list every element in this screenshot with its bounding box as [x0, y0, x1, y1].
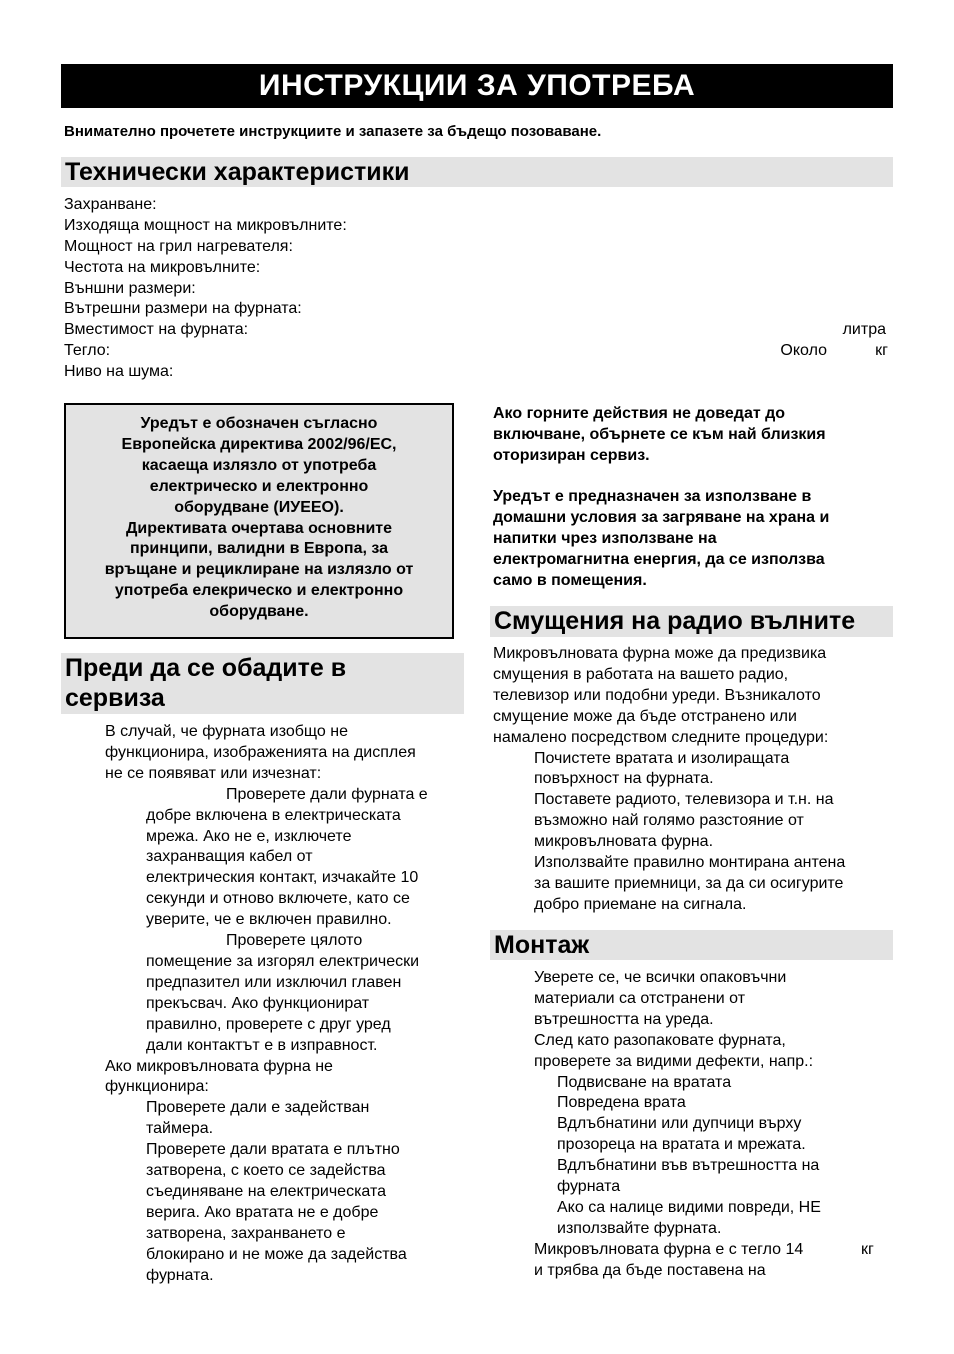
spec-label: Вместимост на фурната:: [64, 321, 249, 339]
weee-line: оборудване (ИУЕЕО).: [174, 498, 344, 516]
service-text: дали контактът е в изправност.: [146, 1036, 378, 1054]
service-text: затворена, захранването е: [146, 1224, 346, 1242]
radio-text: намалено посредством следните процедури:: [493, 728, 829, 746]
weee-line: оборудване.: [209, 603, 309, 621]
install-text: Ако са налице видими повреди, НЕ: [557, 1198, 821, 1216]
install-text: вътрешността на уреда.: [534, 1010, 714, 1028]
tech-specs-list: [64, 195, 888, 383]
service-heading: [61, 653, 464, 714]
service-text: фурната.: [146, 1266, 214, 1284]
service-text: не се появяват или изчезнат:: [105, 764, 322, 782]
radio-text: Почистете вратата и изолиращата: [534, 749, 790, 767]
service-text: захранващия кабел от: [146, 848, 313, 866]
service-text: Ако микровълновата фурна не: [105, 1057, 333, 1075]
install-defect-list: [534, 1073, 894, 1240]
install-text: проверете за видими дефекти, напр.:: [534, 1052, 814, 1070]
radio-text: телевизор или подобни уреди. Възникалото: [493, 686, 821, 704]
weee-line: Директивата очертава основните: [125, 519, 393, 537]
radio-interference-heading: Смущения на радио вълните: [490, 606, 893, 637]
service-text: функционира:: [105, 1078, 209, 1096]
service-text: верига. Ако вратата не е добре: [146, 1203, 379, 1221]
note-line: Уредът е предназначен за използване в: [493, 488, 812, 505]
document-title: ИНСТРУКЦИИ ЗА УПОТРЕБА: [61, 64, 893, 108]
spec-row: [64, 237, 888, 258]
spec-label: Вътрешни размери на фурната:: [64, 300, 302, 318]
install-text: Вдлъбнатини или дупчици върху: [557, 1115, 802, 1133]
weee-line: Европейска директива 2002/96/ЕС,: [121, 435, 397, 453]
intro-note: Внимателно прочетете инструкциите и запазете за бъдещо позоваване.: [64, 123, 602, 140]
service-text: Проверете дали вратата е плътно: [146, 1141, 400, 1159]
service-text: функционира, изображенията на дисплея: [105, 743, 416, 761]
service-text: затворена, с което се задейства: [146, 1162, 386, 1180]
install-text: След като разопаковате фурната,: [534, 1031, 786, 1049]
note-line: напитки чрез използване на: [493, 529, 717, 547]
weee-line: принципи, валидни в Европа, за: [129, 540, 389, 558]
spec-prefix: Около: [780, 342, 827, 360]
weee-line: Уредът е обозначен съгласно: [140, 415, 378, 432]
radio-text: Използвайте правилно монтирана антена: [534, 854, 846, 872]
radio-text: за вашите приемници, за да си осигурите: [534, 874, 844, 892]
weee-line: касаеща излязло от употреба: [141, 456, 377, 474]
spec-row: [64, 320, 888, 341]
spec-unit: литра: [842, 321, 886, 339]
spec-label: Мощност на грил нагревателя:: [64, 237, 293, 255]
radio-text: повърхност на фурната.: [534, 770, 714, 788]
install-text: и трябва да бъде поставена на: [534, 1261, 766, 1279]
install-text: Микровълновата фурна е с тегло 14: [534, 1240, 804, 1258]
installation-body: [534, 968, 894, 1282]
install-weight-unit: кг: [861, 1240, 874, 1258]
spec-row: [64, 195, 888, 216]
service-text: таймера.: [146, 1120, 214, 1138]
note-line: домашни условия за загряване на храна и: [493, 508, 830, 526]
service-contact-note: [493, 404, 893, 467]
service-check-timer-door: [105, 1098, 465, 1286]
note-line: Ако горните действия не доведат до: [493, 405, 786, 422]
spec-row: [64, 362, 888, 383]
spec-label: Външни размери:: [64, 279, 196, 297]
service-text: Проверете дали фурната е: [226, 785, 428, 803]
spec-label: Тегло:: [64, 342, 111, 360]
radio-text: добро приемане на сигнала.: [534, 895, 747, 913]
service-text: Проверете цялото: [226, 932, 363, 950]
spec-row: [64, 299, 888, 320]
install-text: материали са отстранени от: [534, 989, 746, 1007]
radio-text: смущения в работата на вашето радио,: [493, 665, 789, 683]
service-text: мрежа. Ако не е, изключете: [146, 827, 352, 845]
note-line: оторизиран сервиз.: [493, 446, 650, 464]
spec-label: Ниво на шума:: [64, 363, 174, 381]
radio-text: микровълновата фурна.: [534, 833, 714, 851]
spec-row: [64, 279, 888, 300]
service-text: Проверете дали е задействан: [146, 1099, 370, 1117]
note-line: електромагнитна енергия, да се използва: [493, 550, 825, 568]
service-heading-line: Преди да се обадите в: [65, 654, 347, 682]
service-heading-line: сервиза: [65, 684, 165, 712]
service-check-power: [105, 785, 465, 1057]
service-body: [105, 722, 465, 1286]
install-text: използвайте фурната.: [557, 1219, 722, 1237]
installation-heading: Монтаж: [490, 930, 893, 960]
radio-text: възможно най голямо разстояние от: [534, 812, 804, 830]
install-weight-line: [534, 1240, 894, 1261]
spec-row: [64, 216, 888, 237]
install-text: прозореца на вратата и мрежата.: [557, 1136, 806, 1154]
install-text: Повредена врата: [557, 1094, 686, 1112]
service-text: блокирано и не може да задейства: [146, 1245, 407, 1263]
radio-text: Микровълновата фурна може да предизвика: [493, 645, 827, 662]
radio-text: Поставете радиото, телевизора и т.н. на: [534, 791, 834, 809]
weee-line: връщане и рециклиране на излязло от: [104, 561, 414, 579]
note-line: само в помещения.: [493, 571, 647, 589]
weee-notice-box: [64, 403, 454, 639]
spec-label: Изходяща мощност на микровълните:: [64, 216, 347, 234]
install-text: фурната: [557, 1178, 621, 1196]
spec-unit: кг: [875, 342, 888, 360]
spec-row: [64, 258, 888, 279]
service-text: В случай, че фурната изобщо не: [105, 723, 348, 740]
spec-row: [64, 341, 888, 362]
install-text: Подвисване на вратата: [557, 1073, 732, 1091]
service-text: добре включена в електрическата: [146, 806, 401, 824]
radio-text: смущение може да бъде отстранено или: [493, 707, 797, 725]
install-text: Уверете се, че всички опаковъчни: [534, 969, 787, 986]
weee-line: електрическо и електронно: [149, 477, 369, 495]
service-text: секунди и отново включете, като се: [146, 890, 410, 908]
note-line: включване, обърнете се към най близкия: [493, 425, 826, 443]
tech-specs-heading: Технически характеристики: [61, 157, 893, 187]
service-text: помещение за изгорял електрически: [146, 952, 420, 970]
radio-interference-body: [493, 644, 893, 916]
install-text: Вдлъбнатини във вътрешността на: [557, 1157, 820, 1175]
service-text: предпазител или изключил главен: [146, 973, 402, 991]
intended-use-note: [493, 487, 893, 592]
service-text: прекъсвач. Ако функционират: [146, 994, 370, 1012]
service-text: правилно, проверете с друг уред: [146, 1015, 391, 1033]
spec-label: Захранване:: [64, 196, 157, 213]
radio-procedures: [493, 749, 893, 916]
spec-label: Честота на микровълните:: [64, 258, 261, 276]
service-text: електрическия контакт, изчакайте 10: [146, 869, 419, 887]
weee-line: употреба елекрическо и електронно: [114, 582, 404, 600]
service-text: уверите, че е включен правилно.: [146, 911, 392, 929]
service-text: съединяване на електрическата: [146, 1182, 387, 1200]
